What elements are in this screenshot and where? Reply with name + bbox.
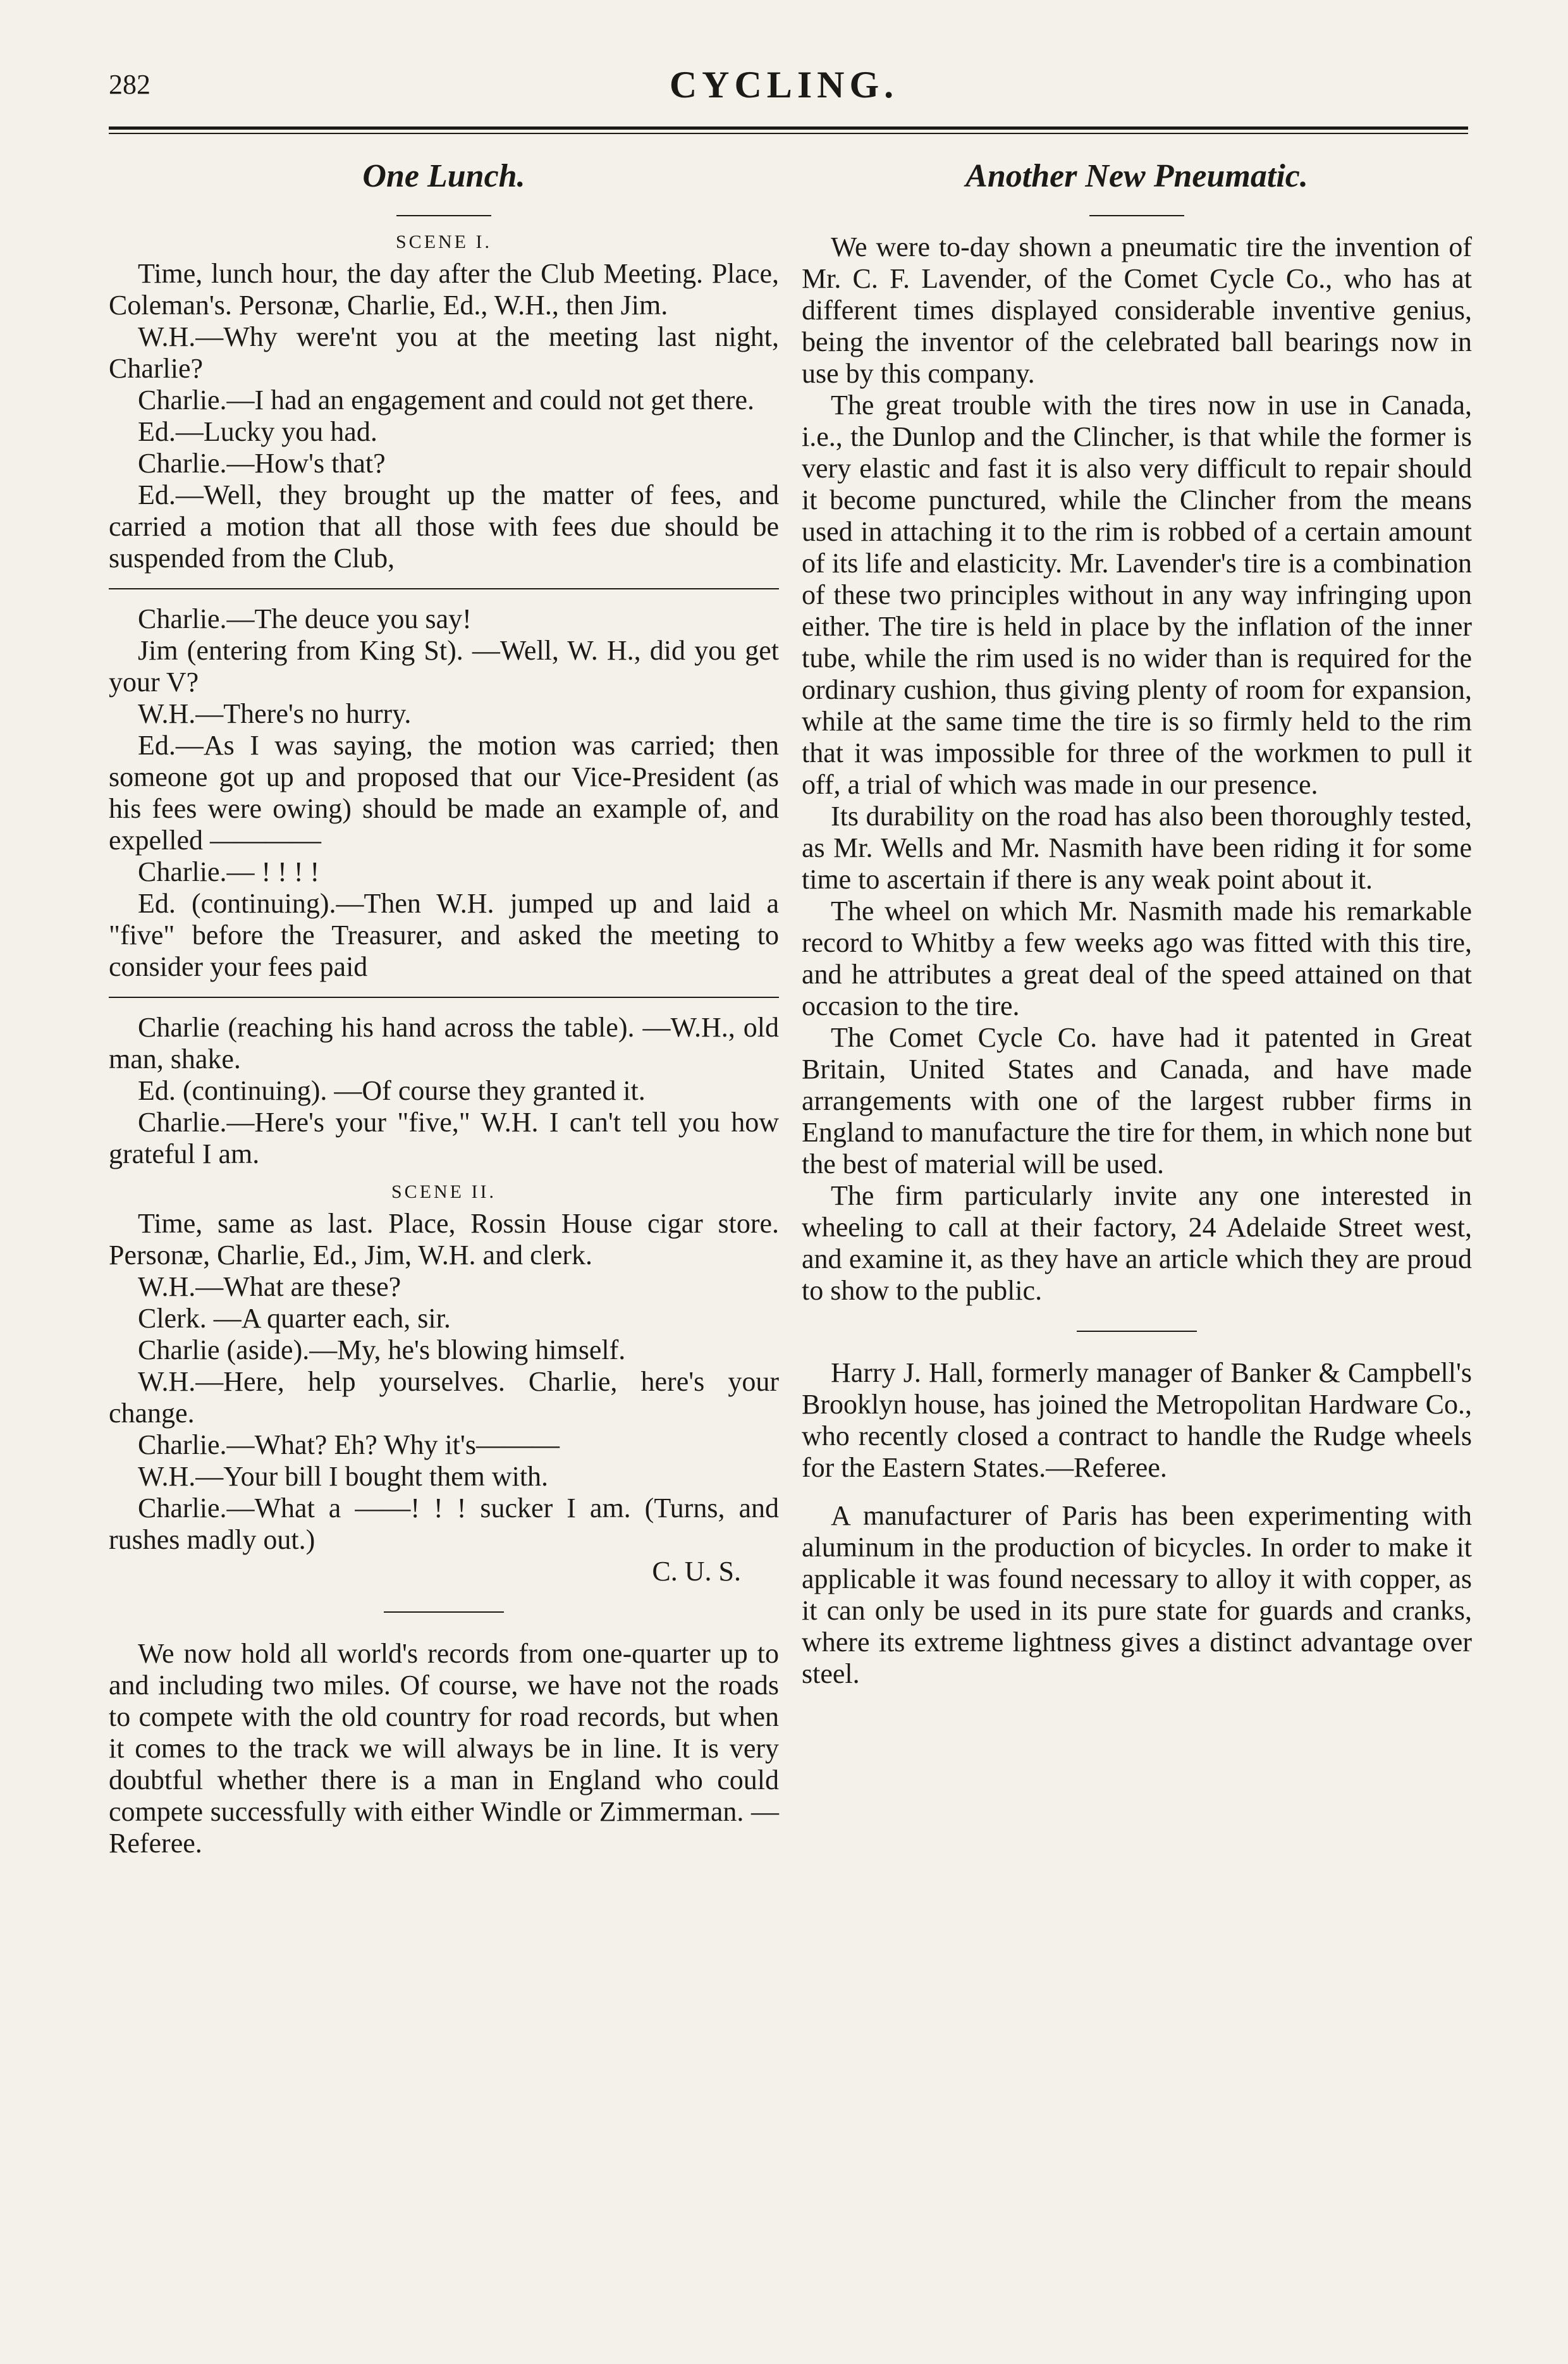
scene-1-heading: SCENE I.: [396, 231, 492, 253]
hall-paragraph: Harry J. Hall, formerly manager of Banker & Campbell's Brooklyn house, has joined the Metropolitan Hardware Co., who recently closed a contract to handle the Rudge wheels for the Eastern States.—Referee.: [802, 1357, 1472, 1484]
paragraph: Time, same as last. Place, Rossin House cigar store. Personæ, Charlie, Ed., Jim, W.H. and clerk.: [109, 1208, 779, 1271]
aluminum-paragraph: A manufacturer of Paris has been experimenting with aluminum in the production of bicycles. In order to make it applicable it was found necessary to alloy it with copper, as it can only be used in its pure state for guards and cranks, where its extreme lightness gives a distinct advantage over steel.: [802, 1500, 1472, 1690]
article-title-another-new-pneumatic: Another New Pneumatic.: [965, 158, 1308, 194]
running-title: CYCLING.: [669, 64, 899, 106]
records-paragraph: We now hold all world's records from one-quarter up to and including two miles. Of course, we have not the roads to compete with the old country for road records, but when it comes to the track we will always be in line. It is very doubtful whether there is a man in England who could compete successfully with either Windle or Zimmerman. —Referee.: [109, 1638, 779, 1859]
section-separator: [109, 997, 779, 998]
right-column: [802, 157, 1472, 1690]
left-column: [109, 157, 779, 1859]
page-number: 282: [109, 69, 150, 100]
paragraph: Charlie (reaching his hand across the table). —W.H., old man, shake.: [109, 1012, 779, 1075]
paragraph: W.H.—Your bill I bought them with.: [138, 1461, 549, 1493]
header-rule: [109, 126, 1468, 130]
short-separator: [1077, 1331, 1197, 1332]
paragraph: Ed. (continuing).—Then W.H. jumped up and laid a "five" before the Treasurer, and asked the meeting to consider your fees paid: [109, 888, 779, 983]
paragraph: Charlie.— ! ! ! !: [138, 856, 320, 888]
article-title-one-lunch: One Lunch.: [362, 158, 525, 194]
paragraph: W.H.—Here, help yourselves. Charlie, here's your change.: [109, 1366, 779, 1429]
paragraph: Charlie.—What? Eh? Why it's———: [138, 1429, 560, 1461]
paragraph: The firm particularly invite any one interested in wheeling to call at their factory, 24 Adelaide Street west, and examine it, as they have an article which they are proud to show to the public.: [802, 1180, 1472, 1307]
paragraph: Time, lunch hour, the day after the Club Meeting. Place, Coleman's. Personæ, Charlie, Ed., W.H., then Jim.: [109, 258, 779, 321]
paragraph: Charlie.—How's that?: [138, 448, 386, 479]
title-rule: [1089, 215, 1184, 216]
paragraph: Charlie.—The deuce you say!: [138, 603, 472, 635]
paragraph: Jim (entering from King St). —Well, W. H., did you get your V?: [109, 635, 779, 698]
paragraph: The wheel on which Mr. Nasmith made his remarkable record to Whitby a few weeks ago was fitted with this tire, and he attributes a great deal of the speed attained on that occasion to the tire.: [802, 896, 1472, 1022]
paragraph: Charlie.—I had an engagement and could not get there.: [138, 385, 754, 416]
paragraph: Clerk. —A quarter each, sir.: [138, 1303, 451, 1334]
paragraph: Charlie.—Here's your "five," W.H. I can't tell you how grateful I am.: [109, 1107, 779, 1170]
paragraph: Ed.—Lucky you had.: [138, 416, 377, 448]
paragraph: Ed.—Well, they brought up the matter of fees, and carried a motion that all those with fees due should be suspended from the Club,: [109, 479, 779, 574]
paragraph: Charlie.—What a ——! ! ! sucker I am. (Turns, and rushes madly out.): [109, 1493, 779, 1556]
author-signature: C. U. S.: [652, 1556, 741, 1587]
paragraph: Charlie (aside).—My, he's blowing himself.: [138, 1334, 626, 1366]
short-separator: [384, 1611, 504, 1613]
paragraph: W.H.—What are these?: [138, 1271, 401, 1303]
paragraph: Ed.—As I was saying, the motion was carried; then someone got up and proposed that our Vice-President (as his fees were owing) should be made an example of, and expelled ————: [109, 730, 779, 856]
scene-2-heading: SCENE II.: [391, 1181, 496, 1203]
paragraph: Its durability on the road has also been thoroughly tested, as Mr. Wells and Mr. Nasmith have been riding it for some time to ascertain if there is any weak point about it.: [802, 801, 1472, 896]
title-rule: [396, 215, 491, 216]
paragraph: We were to-day shown a pneumatic tire the invention of Mr. C. F. Lavender, of the Comet Cycle Co., who has at different times displayed considerable inventive genius, being the inventor of the celebrated ball bearings now in use by this company.: [802, 231, 1472, 390]
paragraph: The Comet Cycle Co. have had it patented in Great Britain, United States and Canada, and have made arrangements with one of the largest rubber firms in England to manufacture the tire for them, in which none but the best of material will be used.: [802, 1022, 1472, 1180]
paragraph: W.H.—Why were'nt you at the meeting last night, Charlie?: [109, 321, 779, 385]
paragraph: W.H.—There's no hurry.: [138, 698, 412, 730]
paragraph: The great trouble with the tires now in use in Canada, i.e., the Dunlop and the Clincher, is that while the former is very elastic and fast it is also very difficult to repair should it become punctured, while the Clincher from the means used in attaching it to the rim is robbed of a certain amount of its life and elasticity. Mr. Lavender's tire is a combination of these two principles without in any way infringing upon either. The tire is held in place by the inflation of the inner tube, while the rim used is no wider than is required for the ordinary cushion, thus giving plenty of room for expansion, while at the same time the tire is so firmly held to the rim that it was impossible for three of the workmen to pull it off, a trial of which was made in our presence.: [802, 390, 1472, 801]
section-separator: [109, 588, 779, 589]
header-rule-thin: [109, 133, 1468, 134]
paragraph: Ed. (continuing). —Of course they granted it.: [138, 1075, 646, 1107]
